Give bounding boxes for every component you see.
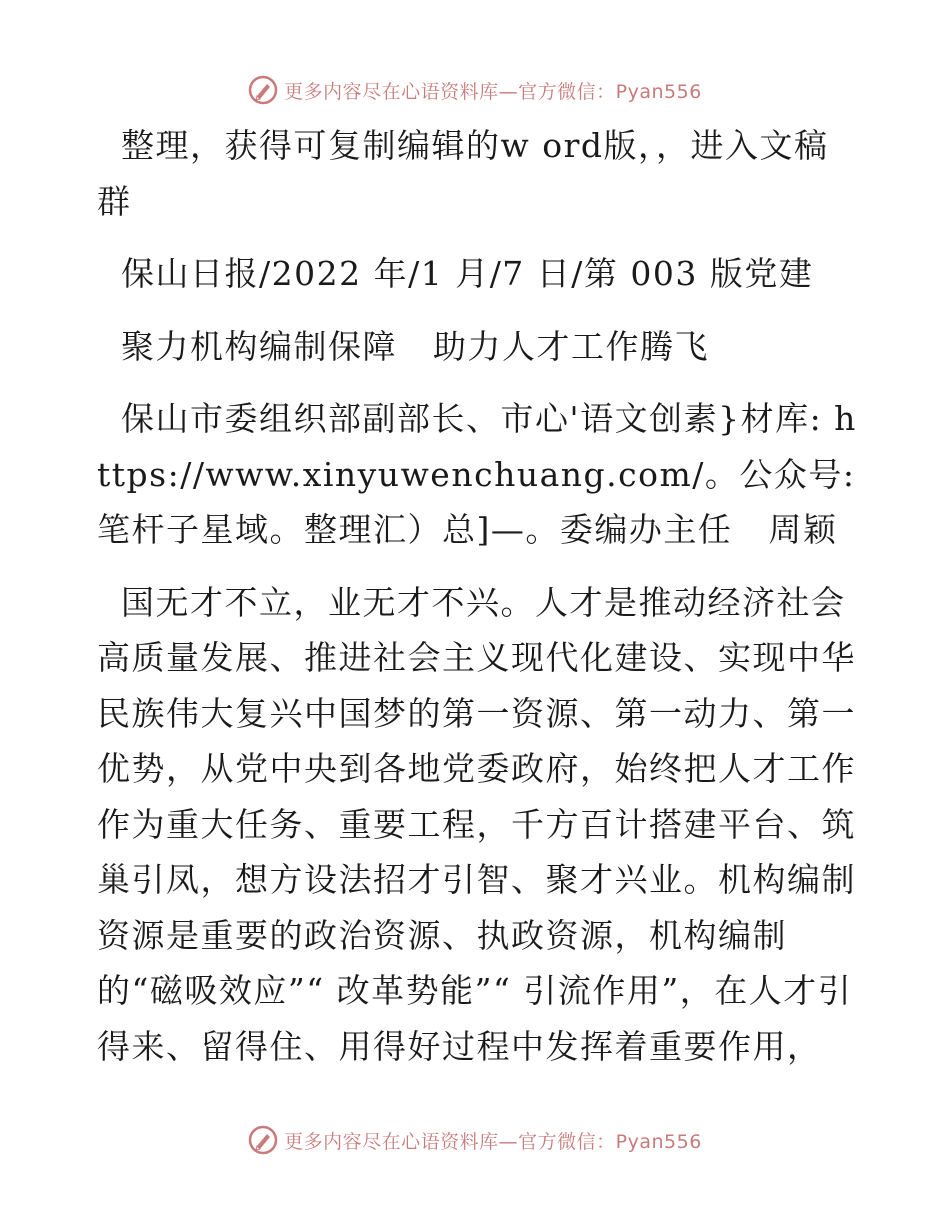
banner-text (284, 1127, 702, 1154)
banner-inner (248, 75, 702, 105)
document-content (97, 118, 868, 1074)
banner-label: 更多内容尽在心语资料库—官方微信： (284, 1130, 616, 1153)
header-watermark-banner (0, 70, 950, 110)
pen-logo-icon (248, 1125, 278, 1155)
banner-inner (248, 1125, 702, 1155)
banner-wechat-id: Pyan556 (615, 1130, 702, 1153)
footer-watermark-banner (0, 1120, 950, 1160)
banner-text (284, 77, 702, 104)
banner-wechat-id: Pyan556 (615, 80, 702, 103)
intro-paragraph: 整理，获得可复制编辑的w ord版，，进入文稿群 (97, 126, 829, 221)
article-title: 聚力机构编制保障 助力人才工作腾飞 (109, 326, 709, 366)
pen-logo-icon (248, 75, 278, 105)
author-line: 保山市委组织部副部长、市心'语文创素}材库: https://www.xinyuwenchuang.com/。公众号: 笔杆子星域。整理汇）总]—。委编办主任 周颖 (97, 399, 868, 549)
source-line: 保山日报/2022 年/1 月/7 日/第 003 版党建 (109, 254, 814, 293)
banner-label: 更多内容尽在心语资料库—官方微信： (284, 80, 616, 103)
body-paragraph: 国无才不立，业无才不兴。人才是推动经济社会高质量发展、推进社会主义现代化建设、实现中华民族伟大复兴中国梦的第一资源、第一动力、第一优势，从党中央到各地党委政府，始终把人才工作作为重大任务、重要工程，千方百计搭建平台、筑巢引凤，想方设法招才引智、聚才兴业。机构编制资源是重要的政治资源、执政资源，机构编制的“磁吸效应”“ 改革势能”“ 引流作用”，在人才引得来、留得住、用得好过程中发挥着重要作用， (97, 582, 856, 1066)
